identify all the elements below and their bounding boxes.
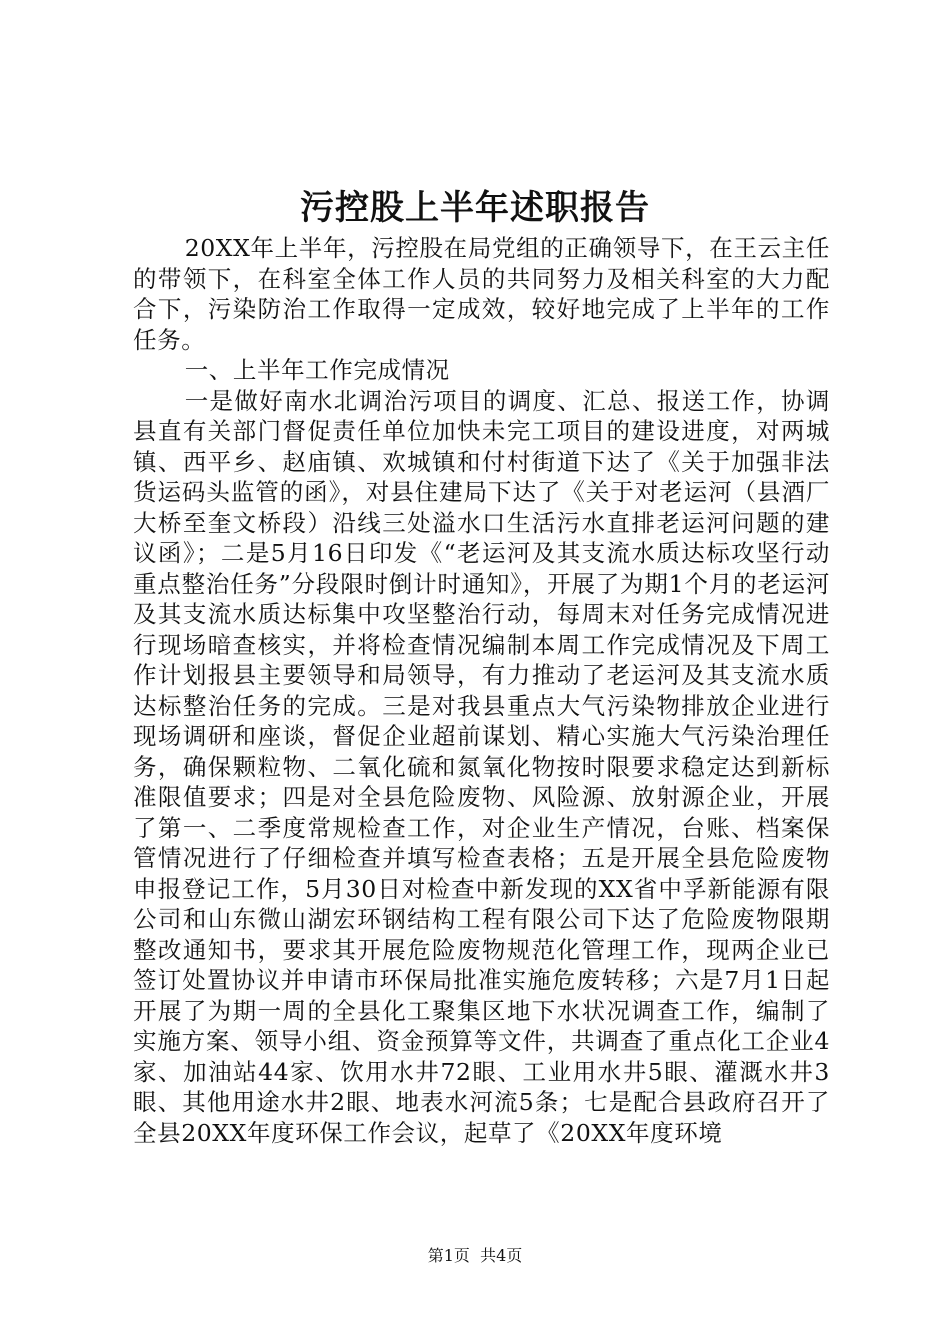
paragraph-work-items: 一是做好南水北调治污项目的调度、汇总、报送工作，协调县直有关部门督促责任单位加快未完工项目的建设进度，对两城镇、西平乡、赵庙镇、欢城镇和付村街道下达了《关于加强非法货运码头监管的函》，对县住建局下达了《关于对老运河（县酒厂大桥至奎文桥段）沿线三处溢水口生活污水直排老运河问题的建议函》；二是5月16日印发《“老运河及其支流水质达标攻坚行动重点整治任务”分段限时倒计时通知》，开展了为期1个月的老运河及其支流水质达标集中攻坚整治行动，每周末对任务完成情况进行现场暗查核实，并将检查情况编制本周工作完成情况及下周工作计划报县主要领导和局领导，有力推动了老运河及其支流水质达标整治任务的完成。三是对我县重点大气污染物排放企业进行现场调研和座谈，督促企业超前谋划、精心实施大气污染治理任务，确保颗粒物、二氧化硫和氮氧化物按时限要求稳定达到新标准限值要求；四是对全县危险废物、风险源、放射源企业，开展了第一、二季度常规检查工作，对企业生产情况，台账、档案保管情况进行了仔细检查并填写检查表格；五是开展全县危险废物申报登记工作，5月30日对检查中新发现的XX省中孚新能源有限公司和山东微山湖宏环钢结构工程有限公司下达了危险废物限期整改通知书，要求其开展危险废物规范化管理工作，现两企业已签订处置协议并申请市环保局批准实施危废转移；六是7月1日起开展了为期一周的全县化工聚集区地下水状况调查工作，编制了实施方案、领导小组、资金预算等文件，共调查了重点化工企业4家、加油站44家、饮用水井72眼、工业用水井5眼、灌溉水井3眼、其他用途水井2眼、地表水河流5条；七是配合县政府召开了全县20XX年度环保工作会议，起草了《20XX年度环境	[133, 386, 830, 1147]
section-heading: 一、上半年工作完成情况	[184, 356, 450, 384]
page-number: 第1页	[427, 1246, 470, 1265]
document-body	[133, 233, 830, 1148]
document-title: 污控股上半年述职报告	[300, 188, 650, 228]
page-footer	[0, 1245, 950, 1267]
page-total: 共4页	[480, 1246, 523, 1265]
paragraph-intro: 20XX年上半年，污控股在局党组的正确领导下，在王云主任的带领下，在科室全体工作人员的共同努力及相关科室的大力配合下，污染防治工作取得一定成效，较好地完成了上半年的工作任务。	[133, 234, 830, 354]
